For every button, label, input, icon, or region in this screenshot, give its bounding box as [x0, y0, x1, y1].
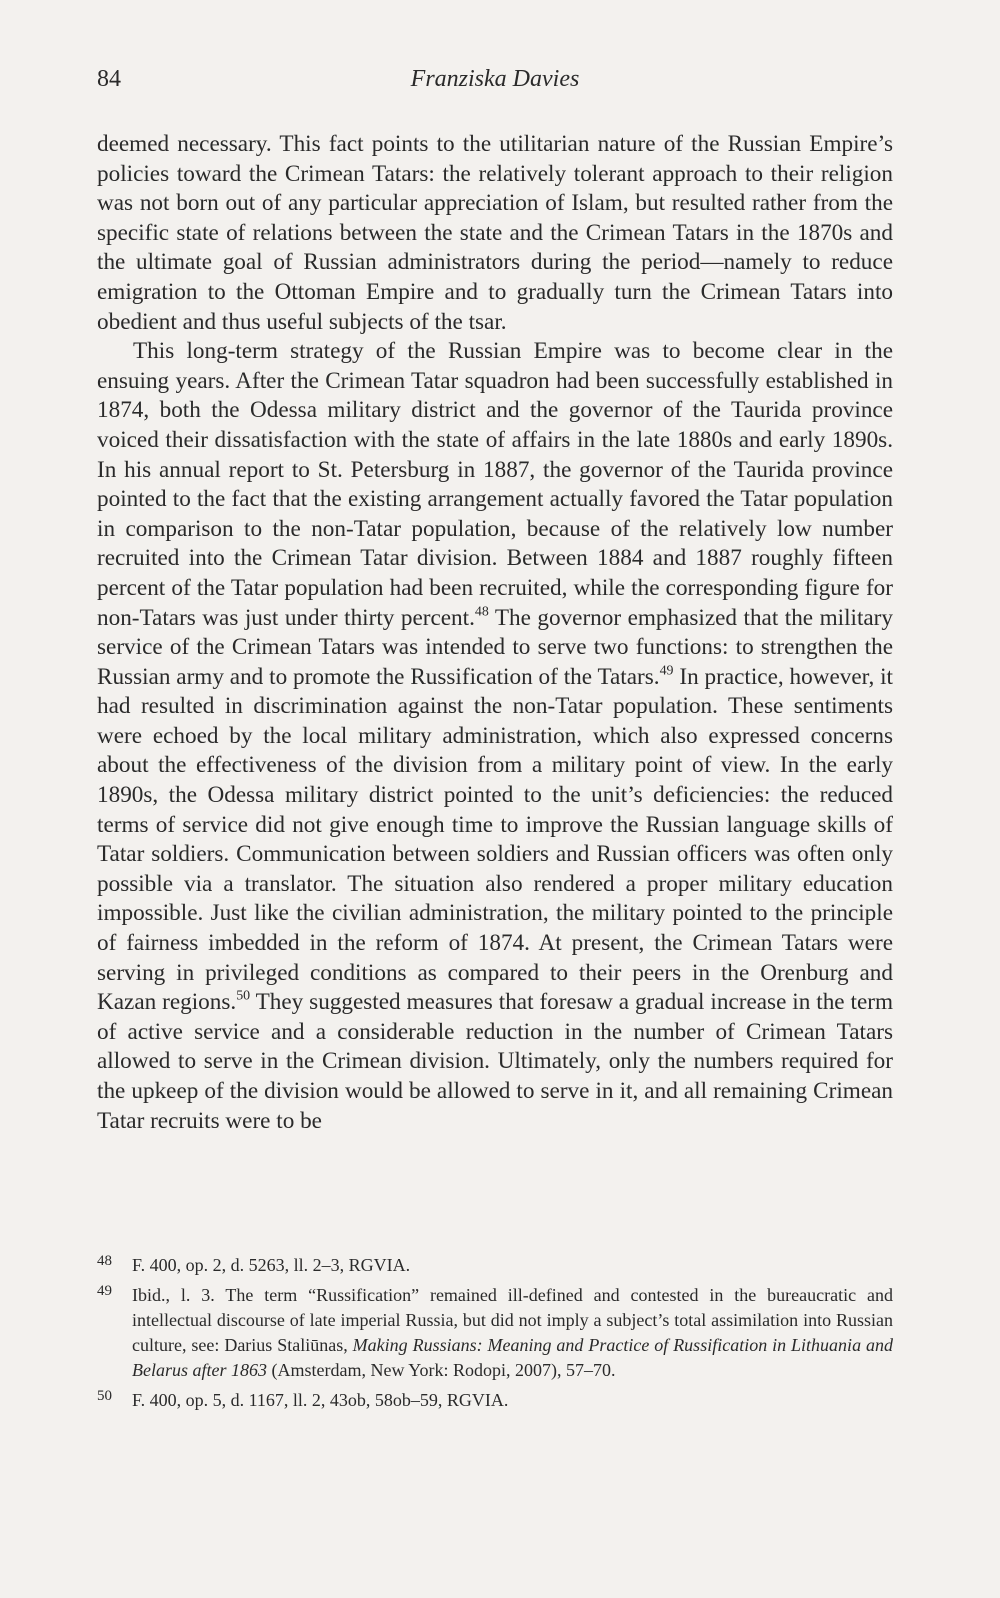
footnote-ref-49[interactable]: 49	[659, 662, 674, 678]
paragraph-2-part-a: This long-term strategy of the Russian Empire was to become clear in the ensuing years. After the Crimean Tatar squadron had been successfully established in 1874, both the Odessa military district and the governor of the Taurida province voiced their dissatisfaction with the state of affairs in the late 1880s and early 1890s. In his annual report to St. Petersburg in 1887, the governor of the Taurida province pointed to the fact that the existing arrangement actually favored the Tatar population in comparison to the non-Tatar population, because of the relatively low number recruited into the Crimean Tatar division. Between 1884 and 1887 roughly fifteen percent of the Tatar population had been recruited, while the corresponding figure for non-Tatars was just under thirty percent.	[97, 338, 893, 631]
footnote-text: Ibid., l. 3. The term “Russification” remained ill-defined and contested in the bureaucratic and intellectual discourse of late imperial Russia, but did not imply a subject’s total assimilation into Russian culture, see: Darius Staliūnas,	[132, 1285, 893, 1355]
footnote-number: 50	[97, 1388, 112, 1404]
footnote-text: F. 400, op. 5, d. 1167, ll. 2, 43ob, 58ob–59, RGVIA.	[132, 1390, 509, 1410]
footnote-49	[97, 1283, 893, 1383]
main-text	[97, 130, 893, 1136]
footnote-ref-48[interactable]: 48	[474, 603, 489, 619]
book-title: Making Russians: Meaning and Practice of Russification in Lithuania and Belarus after 1863	[132, 1335, 893, 1380]
footnote-48	[97, 1253, 893, 1278]
paragraph-2-part-c: In practice, however, it had resulted in discrimination against the non-Tatar population. These sentiments were echoed by the local military administration, which also expressed concerns about the effectiveness of the division from a military point of view. In the early 1890s, the Odessa military district pointed to the unit’s deficiencies: the reduced terms of service did not give enough time to improve the Russian language skills of Tatar soldiers. Communication between soldiers and Russian officers was often only possible via a translator. The situation also rendered a proper military education impossible. Just like the civilian administration, the military pointed to the principle of fairness imbedded in the reform of 1874. At present, the Crimean Tatars were serving in privileged conditions as compared to their peers in the Orenburg and Kazan regions.	[97, 663, 893, 1016]
page-header	[97, 66, 893, 102]
paragraph-2	[97, 337, 893, 1136]
footnote-text: F. 400, op. 2, d. 5263, ll. 2–3, RGVIA.	[132, 1255, 411, 1275]
paragraph-1: deemed necessary. This fact points to the utilitarian nature of the Russian Empire’s policies toward the Crimean Tatars: the relatively tolerant approach to their religion was not born out of any particular appreciation of Islam, but resulted rather from the specific state of relations between the state and the Crimean Tatars in the 1870s and the ultimate goal of Russian administrators during the period—namely to reduce emigration to the Ottoman Empire and to gradually turn the Crimean Tatars into obedient and thus useful subjects of the tsar.	[97, 131, 893, 335]
footnote-50	[97, 1388, 893, 1413]
page-number: 84	[97, 66, 121, 92]
footnote-number: 49	[97, 1283, 112, 1299]
footnote-text: (Amsterdam, New York: Rodopi, 2007), 57–70.	[267, 1360, 616, 1380]
footnote-number: 48	[97, 1253, 112, 1269]
footnote-ref-50[interactable]: 50	[236, 988, 251, 1004]
paragraph-2-part-b: The governor emphasized that the military service of the Crimean Tatars was intended to serve two functions: to strengthen the Russian army and to promote the Russification of the Tatars.	[97, 604, 893, 690]
running-title: Franziska Davies	[410, 66, 580, 92]
paragraph-2-part-d: They suggested measures that foresaw a gradual increase in the term of active service and a considerable reduction in the number of Crimean Tatars allowed to serve in the Crimean division. Ultimately, only the numbers required for the upkeep of the division would be allowed to serve in it, and all remaining Crimean Tatar recruits were to be	[97, 989, 893, 1134]
footnotes	[97, 1253, 893, 1418]
